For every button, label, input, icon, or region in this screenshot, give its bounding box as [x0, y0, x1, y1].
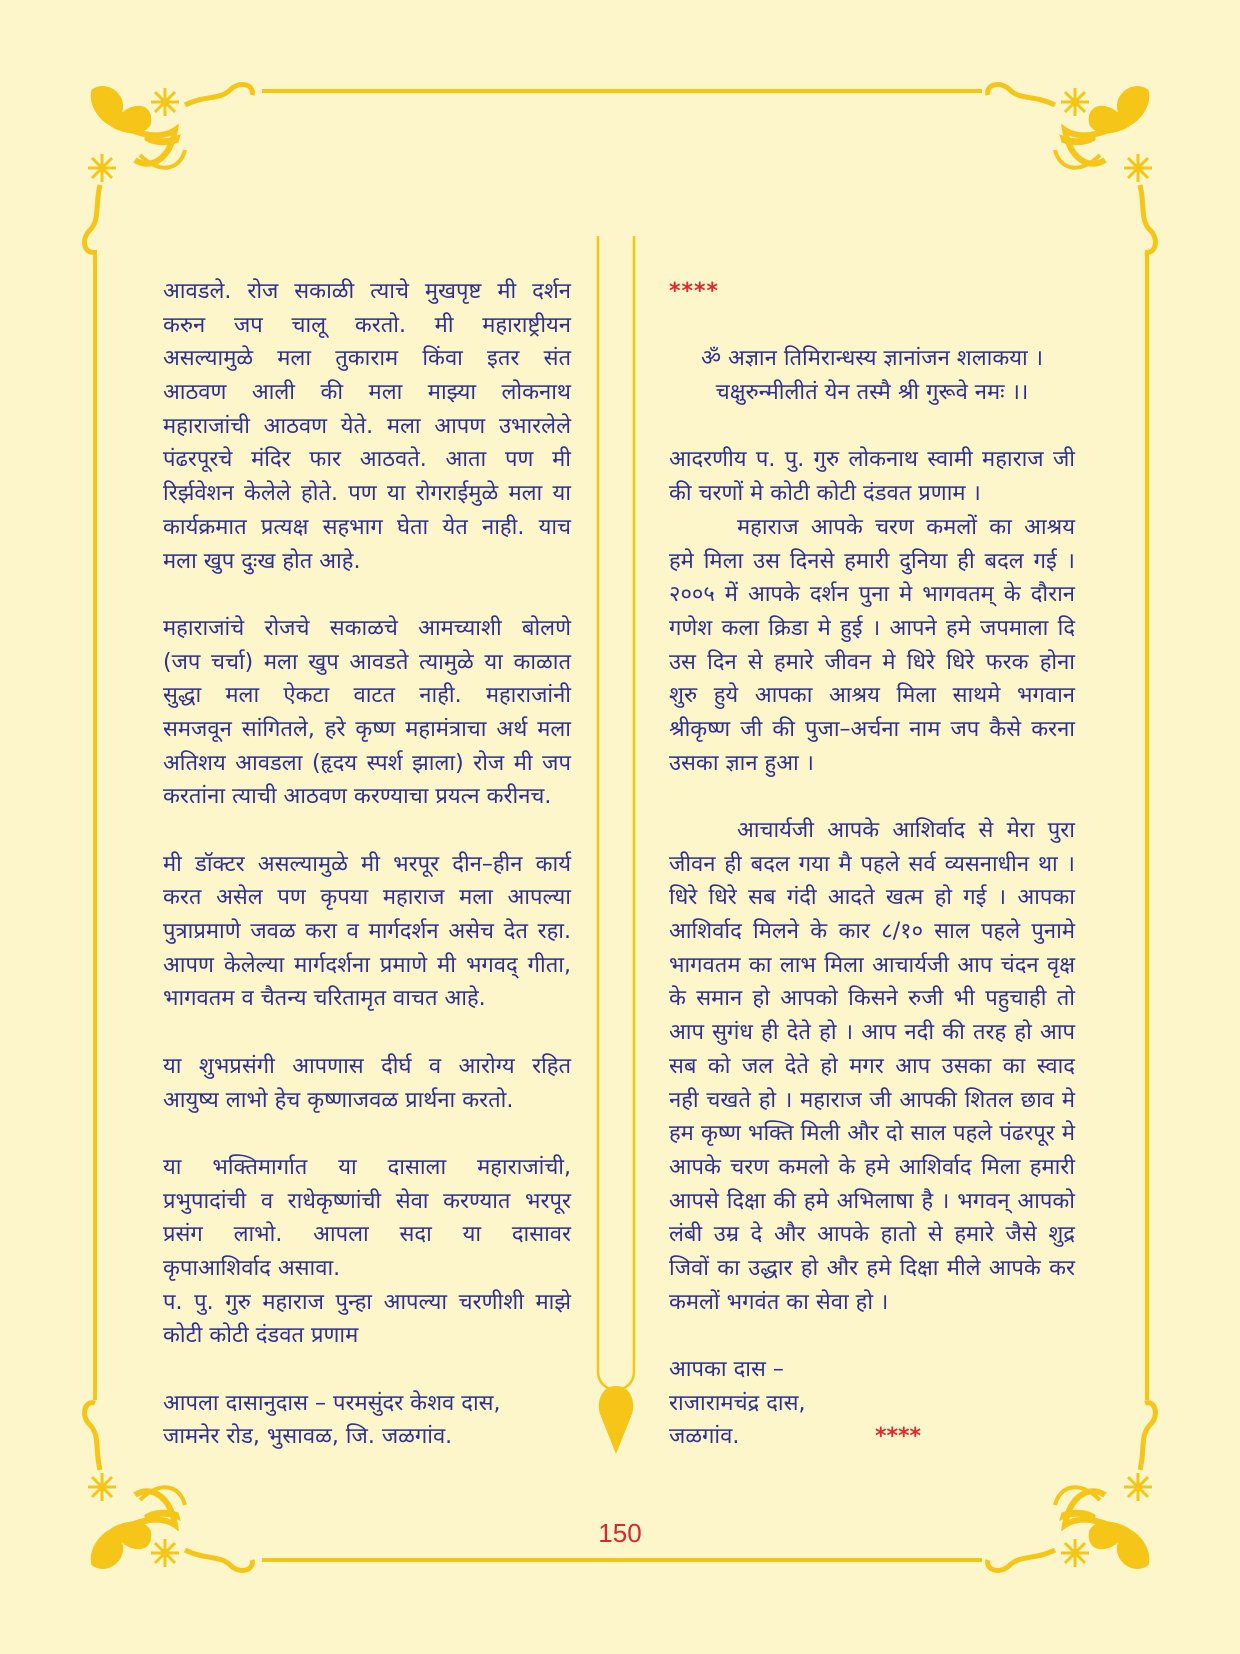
paragraph: [163, 612, 571, 814]
blank-line: [669, 780, 1075, 814]
text-line: शुरु हुये आपका आश्रय मिला साथमे भगवान: [669, 683, 1075, 709]
signature: [669, 1353, 1075, 1454]
paragraph: [669, 511, 1075, 781]
paragraph: [163, 848, 571, 1016]
blank-line: [669, 309, 1075, 343]
text-line: आशिर्वाद मिलने के कार ८/१० साल पहले पुनामे: [669, 919, 1075, 945]
text-line: धिरे धिरे सब गंदी आदते खत्म हो गई । आपका: [669, 885, 1075, 911]
page-number: 150: [598, 1518, 642, 1548]
paragraph: [669, 443, 1075, 510]
text-line: जीवन ही बदल गया मै पहले सर्व व्यसनाधीन था ।: [669, 851, 1075, 877]
text-line: २००५ में आपके दर्शन पुना मे भागवतम् के दौरान: [669, 582, 1075, 608]
blank-line: [669, 1319, 1075, 1353]
blank-line: [163, 1353, 571, 1387]
text-line: आप सुगंध ही देते हो । आप नदी की तरह हो आप: [669, 1020, 1075, 1046]
text-line: या शुभप्रसंगी आपणास दीर्घ व आरोग्य रहित: [163, 1053, 571, 1079]
text-line: आपके चरण कमलो के हमे आशिर्वाद मिला हमारी: [669, 1154, 1075, 1180]
paragraph: [163, 275, 571, 578]
blank-line: [163, 1016, 571, 1050]
right-column: [669, 275, 1075, 1454]
text-line: आचार्यजी आपके आशिर्वाद से मेरा पुरा: [737, 818, 1075, 843]
left-border-line: [93, 250, 97, 1400]
text-line: करुन जप चालू करतो. मी महाराष्ट्रीयन: [163, 312, 571, 338]
text-line: रिर्झवेशन केलेले होते. पण या रोगराईमुळे मला या: [163, 481, 571, 507]
text-line: पुत्राप्रमाणे जवळ करा व मार्गदर्शन असेच देत रहा.: [163, 919, 571, 945]
bottom-border-line: [262, 1558, 982, 1562]
text-line: प्रभुपादांची व राधेकृष्णांची सेवा करण्यात भरपूर: [163, 1188, 571, 1214]
text-line: कमलों भगवंत का सेवा हो ।: [669, 1289, 889, 1315]
text-line: उसका ज्ञान हुआ ।: [669, 750, 815, 776]
text-line: भागवतम व चैतन्य चरितामृत वाचत आहे.: [163, 986, 486, 1012]
blank-line: [669, 410, 1075, 444]
text-line: आठवण आली की मला माझ्या लोकनाथ: [163, 380, 571, 406]
text-line: कार्यक्रमात प्रत्यक्ष सहभाग घेता येत नाही. याच: [163, 514, 571, 540]
text-line: करतांना त्याची आठवण करण्याचा प्रयत्न करीनच.: [163, 784, 552, 810]
text-line: प्रसंग लाभो. आपला सदा या दासावर: [163, 1222, 571, 1248]
blank-line: [163, 578, 571, 612]
text-line: कोटी कोटी दंडवत प्रणाम: [163, 1323, 359, 1349]
separator-stars: ****: [669, 279, 720, 304]
text-line: अतिशय आवडला (हृदय स्पर्श झाला) रोज मी जप: [163, 750, 571, 776]
paragraph: [669, 814, 1075, 1319]
left-column: [163, 275, 571, 1454]
text-line: भागवतम का लाभ मिला आचार्यजी आप चंदन वृक्ष: [669, 952, 1075, 978]
paragraph: [163, 1050, 571, 1117]
text-line: मी डॉक्टर असल्यामुळे मी भरपूर दीन–हीन कार्य: [163, 851, 571, 877]
text-line: सब को जल देते हो मगर आप उसका का स्वाद: [669, 1053, 1075, 1079]
text-line: समजवून सांगितले, हरे कृष्ण महामंत्राचा अर्थ मला: [163, 716, 571, 742]
text-line: श्रीकृष्ण जी की पुजा–अर्चना नाम जप कैसे करना: [669, 716, 1075, 742]
text-line: गणेश कला क्रिडा मे हुई । आपने हमे जपमाला दि: [669, 615, 1076, 641]
text-line: असल्यामुळे मला तुकाराम किंवा इतर संत: [163, 346, 571, 372]
corner-ornament-top-right: [970, 80, 1160, 270]
blank-line: [163, 1117, 571, 1151]
text-line: जामनेर रोड, भुसावळ, जि. जळगांव.: [163, 1424, 453, 1450]
corner-ornament-top-left: [80, 80, 270, 270]
text-line: उस दिन से हमारे जीवन मे धिरे धिरे फरक होना: [669, 649, 1075, 675]
top-border-line: [262, 89, 982, 93]
text-line: हम कृष्ण भक्ति मिली और दो साल पहले पंढरपूर मे: [669, 1121, 1075, 1147]
text-line: की चरणों मे कोटी कोटी दंडवत प्रणाम ।: [669, 481, 981, 507]
text-line: के समान हो आपको किसने रुजी भी पहुचाही तो: [669, 986, 1075, 1012]
text-line: सुद्धा मला ऐकटा वाटत नाही. महाराजांनी: [163, 683, 571, 709]
text-line: (जप चर्चा) मला खुप आवडते त्यामुळे या काळात: [163, 649, 571, 675]
shloka: [669, 342, 1075, 409]
text-line: आपला दासानुदास – परमसुंदर केशव दास,: [163, 1390, 501, 1416]
text-line: कृपाआशिर्वाद असावा.: [163, 1255, 341, 1281]
right-border-line: [1145, 250, 1149, 1400]
signature: [163, 1387, 571, 1454]
signature-line: राजारामचंद्र दास,: [669, 1390, 806, 1416]
text-line: आदरणीय प. पु. गुरु लोकनाथ स्वामी महाराज जी: [669, 447, 1075, 473]
paragraph: [163, 1151, 571, 1286]
text-line: महाराजांचे रोजचे सकाळचे आमच्याशी बोलणे: [163, 615, 571, 641]
text-line: प. पु. गुरु महाराज पुन्हा आपल्या चरणीशी माझे: [163, 1289, 571, 1315]
column-divider-ornament: [596, 236, 636, 1466]
shloka-line: चक्षुरुन्मीलीतं येन तस्मै श्री गुरूवे नमः ।।: [715, 380, 1029, 406]
shloka-line: ॐ अज्ञान तिमिरान्धस्य ज्ञानांजन शलाकया ।: [700, 346, 1044, 372]
text-line: आयुष्य लाभो हेच कृष्णाजवळ प्रार्थना करतो.: [163, 1087, 514, 1113]
text-line: आपण केलेल्या मार्गदर्शना प्रमाणे मी भगवद् गीता,: [163, 952, 571, 978]
paragraph: [163, 1286, 571, 1353]
separator-stars-end: ****: [875, 1424, 922, 1450]
text-line: लंबी उम्र दे और आपके हातो से हमारे जैसे शुद्र: [669, 1222, 1075, 1248]
blank-line: [163, 814, 571, 848]
text-line: आपसे दिक्षा की हमे अभिलाषा है । भगवन् आपको: [669, 1188, 1075, 1214]
signature-line: आपका दास –: [669, 1357, 784, 1382]
text-line: महाराज आपके चरण कमलों का आश्रय: [737, 514, 1075, 540]
text-line: करत असेल पण कृपया महाराज मला आपल्या: [163, 885, 571, 911]
signature-line: जळगांव.: [669, 1424, 740, 1450]
text-line: पंढरपूरचे मंदिर फार आठवते. आता पण मी: [163, 447, 571, 473]
text-line: आवडले. रोज सकाळी त्याचे मुखपृष्ट मी दर्शन: [163, 279, 571, 304]
text-line: या भक्तिमार्गात या दासाला महाराजांची,: [163, 1154, 571, 1180]
text-line: हमे मिला उस दिनसे हमारी दुनिया ही बदल गई ।: [669, 548, 1075, 574]
text-line: महाराजांची आठवण येते. मला आपण उभारलेले: [163, 413, 571, 439]
text-line: मला खुप दुःख होत आहे.: [163, 548, 361, 574]
text-line: जिवों का उद्धार हो और हमे दिक्षा मीले आपके कर: [669, 1255, 1075, 1281]
text-line: नही चखते हो । महाराज जी आपकी शितल छाव मे: [669, 1087, 1075, 1113]
